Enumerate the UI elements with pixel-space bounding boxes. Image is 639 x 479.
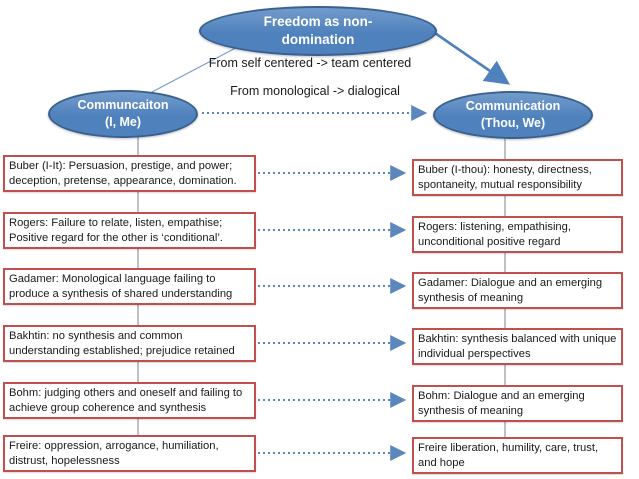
left-box-rogers — [3, 212, 256, 249]
freedom-node — [199, 6, 437, 56]
right-box-bohm — [412, 385, 623, 422]
freedom-node-label-line1: Freedom as non- — [263, 13, 373, 29]
communication-i-me-label-line1: Communcaiton — [77, 98, 169, 113]
right-box-gadamer — [412, 272, 623, 309]
right-box-gadamer-text: Gadamer: Dialogue and an emerging synthesis of meaning — [418, 276, 603, 304]
right-box-freire-text: Freire liberation, humility, care, trust, and hope — [418, 441, 599, 469]
freedom-node-label-line2: domination — [281, 32, 355, 47]
left-box-gadamer-text: Gadamer: Monological language failing to produce a synthesis of shared understanding — [9, 272, 233, 300]
left-box-gadamer — [3, 268, 256, 305]
left-box-buber — [3, 155, 256, 192]
communication-thou-we-label-line1: Communication — [465, 99, 561, 114]
left-box-bohm-text: Bohm: judging others and oneself and failing to achieve group coherence and synthesis — [9, 386, 243, 414]
left-box-rogers-text: Rogers: Failure to relate, listen, empathise; Positive regard for the other is ‘conditional’. — [9, 216, 223, 244]
communication-thou-we-label-line2: (Thou, We) — [480, 116, 546, 130]
left-box-bohm — [3, 382, 256, 419]
right-box-rogers — [412, 216, 623, 253]
right-box-bakhtin-text: Bakhtin: synthesis balanced with unique individual perspectives — [418, 332, 617, 360]
right-box-buber-text: Buber (I-thou): honesty, directness, spontaneity, mutual responsibility — [418, 163, 592, 191]
right-box-rogers-text: Rogers: listening, empathising, unconditional positive regard — [418, 220, 571, 248]
right-box-freire — [412, 437, 623, 474]
left-box-freire-text: Freire: oppression, arrogance, humiliation, distrust, hopelessness — [9, 439, 219, 467]
left-box-bakhtin-text: Bakhtin: no synthesis and common understanding established; prejudice retained — [9, 329, 235, 357]
left-box-bakhtin — [3, 325, 256, 362]
right-box-bakhtin — [412, 328, 623, 365]
right-box-bohm-text: Bohm: Dialogue and an emerging synthesis of meaning — [418, 389, 585, 417]
communication-thou-we-node — [433, 91, 593, 139]
right-box-buber — [412, 159, 623, 196]
communication-i-me-label-line2: (I, Me) — [104, 115, 142, 129]
transition-label-self-to-team: From self centered -> team centered — [208, 56, 412, 70]
transition-label-monological-to-dialogical: From monological -> dialogical — [230, 84, 400, 98]
left-box-freire — [3, 435, 256, 472]
left-box-buber-text: Buber (I-It): Persuasion, prestige, and power; deception, pretense, appearance, domination. — [9, 159, 237, 187]
